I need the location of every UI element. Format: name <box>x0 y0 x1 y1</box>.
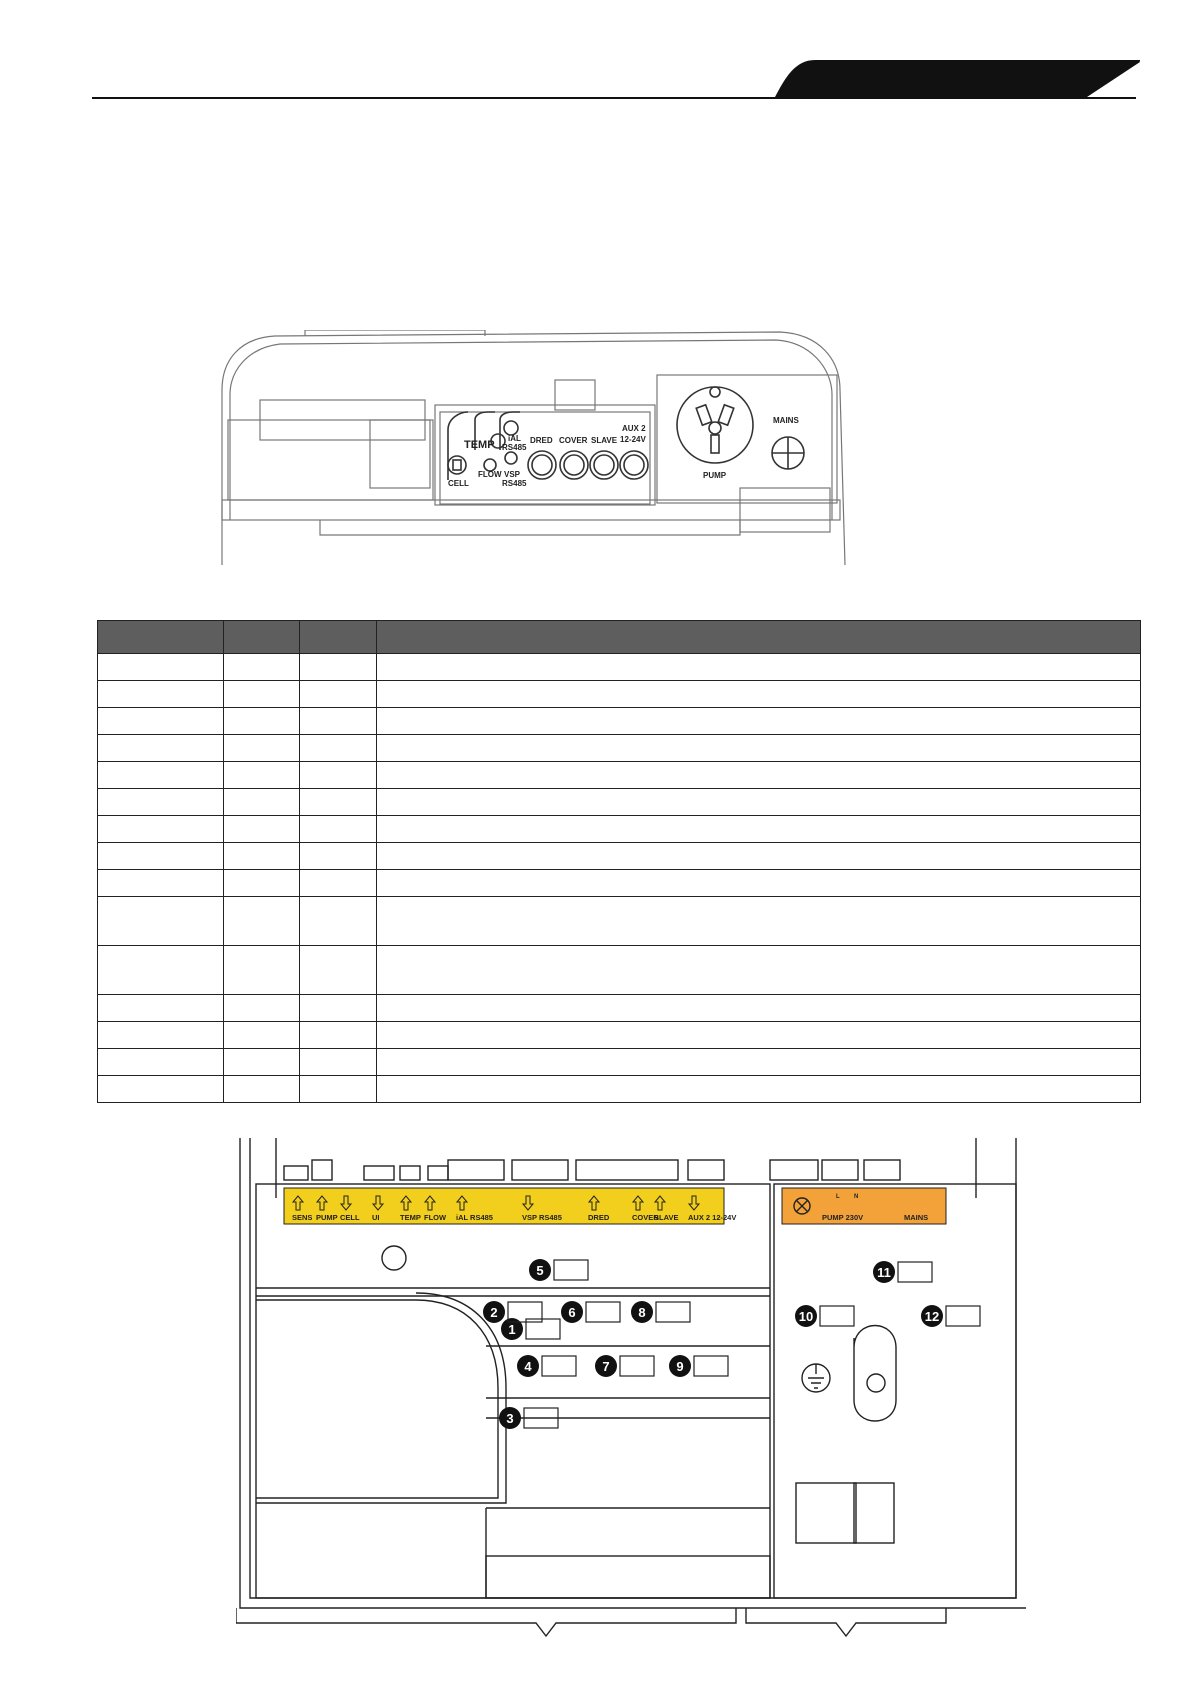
table-row <box>98 1022 1141 1049</box>
table-row <box>98 789 1141 816</box>
table-cell <box>377 946 1141 995</box>
table-cell <box>377 995 1141 1022</box>
table-cell <box>224 708 300 735</box>
table-cell <box>300 843 377 870</box>
fuse-number: 5 <box>536 1263 544 1278</box>
table-cell <box>224 946 300 995</box>
table-row <box>98 654 1141 681</box>
header-tab <box>775 60 1140 100</box>
fuse-number: 10 <box>798 1309 814 1324</box>
label-cell: CELL <box>448 479 469 488</box>
table-row <box>98 946 1141 995</box>
table-cell <box>377 870 1141 897</box>
connector-label: CELL <box>340 1213 360 1222</box>
table-row <box>98 870 1141 897</box>
label-cover: COVER <box>559 436 588 445</box>
fuse-holder <box>656 1302 690 1322</box>
table-row <box>98 681 1141 708</box>
table-cell <box>98 1076 224 1103</box>
table-cell <box>98 1049 224 1076</box>
label-n: N <box>854 1194 859 1200</box>
table-cell <box>377 843 1141 870</box>
connector-label: SENS <box>292 1213 313 1222</box>
table-cell <box>300 789 377 816</box>
connector-label: AUX 2 12-24V <box>688 1213 737 1222</box>
connector-label: FLOW <box>424 1213 447 1222</box>
fuse-holder <box>694 1356 728 1376</box>
table-cell <box>224 897 300 946</box>
table-header-row <box>98 621 1141 654</box>
table-cell <box>224 735 300 762</box>
table-cell <box>224 843 300 870</box>
fuse-number: 2 <box>490 1305 498 1320</box>
label-mains-strip: MAINS <box>904 1213 929 1222</box>
table-cell <box>98 681 224 708</box>
label-slave: SLAVE <box>591 436 618 445</box>
connector-label: VSP RS485 <box>522 1213 562 1222</box>
column-header <box>300 621 377 654</box>
fuse-number: 9 <box>676 1359 684 1374</box>
table-cell <box>98 870 224 897</box>
table-cell <box>377 1022 1141 1049</box>
fuse-number: 1 <box>508 1322 516 1337</box>
table-cell <box>300 995 377 1022</box>
column-header <box>377 621 1141 654</box>
table-cell <box>98 946 224 995</box>
table-cell <box>98 897 224 946</box>
fuse-number: 7 <box>602 1359 610 1374</box>
fuse-number: 3 <box>506 1411 514 1426</box>
connector-label: TEMP <box>400 1213 421 1222</box>
table-cell <box>300 1022 377 1049</box>
fuse-number: 11 <box>877 1265 891 1280</box>
table-cell <box>377 654 1141 681</box>
label-vsp-rs485: RS485 <box>502 479 527 488</box>
fuse-holder <box>620 1356 654 1376</box>
fuse-holder <box>898 1262 932 1282</box>
table-cell <box>377 1049 1141 1076</box>
column-header <box>98 621 224 654</box>
table-cell <box>300 735 377 762</box>
fuse-number: 4 <box>524 1359 532 1374</box>
table-cell <box>98 708 224 735</box>
label-flow: FLOW <box>478 470 502 479</box>
table-cell <box>98 654 224 681</box>
connector-label: SLAVE <box>654 1213 679 1222</box>
table-row <box>98 708 1141 735</box>
table-cell <box>377 897 1141 946</box>
table-cell <box>224 654 300 681</box>
connector-label: DRED <box>588 1213 610 1222</box>
table-cell <box>377 789 1141 816</box>
table-cell <box>224 681 300 708</box>
connector-label: UI <box>372 1213 380 1222</box>
table-cell <box>98 1022 224 1049</box>
fuse-number: 12 <box>924 1309 940 1324</box>
table-cell <box>98 735 224 762</box>
table-row <box>98 1049 1141 1076</box>
table-cell <box>224 816 300 843</box>
table-cell <box>377 1076 1141 1103</box>
table-cell <box>377 816 1141 843</box>
fuse-holder <box>946 1306 980 1326</box>
label-dred: DRED <box>530 436 553 445</box>
connector-label: iAL RS485 <box>456 1213 493 1222</box>
table-cell <box>224 1076 300 1103</box>
label-ial: iAL <box>508 434 521 443</box>
table-body <box>98 654 1141 1103</box>
table-row <box>98 762 1141 789</box>
table-cell <box>98 762 224 789</box>
table-cell <box>300 897 377 946</box>
table-row <box>98 735 1141 762</box>
fuse-holder <box>820 1306 854 1326</box>
table-cell <box>224 789 300 816</box>
controller-front-view-figure <box>220 330 910 566</box>
label-vsp: VSP <box>504 470 521 479</box>
table-cell <box>377 681 1141 708</box>
table-row <box>98 1076 1141 1103</box>
connector-label: PUMP <box>316 1213 338 1222</box>
table-cell <box>300 762 377 789</box>
table-cell <box>377 708 1141 735</box>
table-row <box>98 816 1141 843</box>
fuse-number: 8 <box>638 1305 646 1320</box>
table-cell <box>300 708 377 735</box>
fuse-holder <box>554 1260 588 1280</box>
connector-label: COVER <box>632 1213 659 1222</box>
table-cell <box>98 816 224 843</box>
label-ial-rs485: RS485 <box>502 443 527 452</box>
table-cell <box>98 789 224 816</box>
table-cell <box>98 843 224 870</box>
table-cell <box>224 1049 300 1076</box>
table-cell <box>377 762 1141 789</box>
table-cell <box>224 995 300 1022</box>
table-cell <box>224 870 300 897</box>
table-cell <box>224 762 300 789</box>
wiring-board-figure <box>236 1138 1026 1658</box>
spec-table <box>97 620 1141 1103</box>
table-cell <box>300 946 377 995</box>
fuse-holder <box>542 1356 576 1376</box>
label-mains: MAINS <box>773 416 799 425</box>
table-cell <box>98 995 224 1022</box>
table-cell <box>377 735 1141 762</box>
table-cell <box>300 681 377 708</box>
table-cell <box>300 870 377 897</box>
table-row <box>98 897 1141 946</box>
column-header <box>224 621 300 654</box>
fuse-holder <box>586 1302 620 1322</box>
table-row <box>98 995 1141 1022</box>
label-aux2: AUX 2 <box>622 424 646 433</box>
label-pump-230v: PUMP 230V <box>822 1213 864 1222</box>
table-cell <box>224 1022 300 1049</box>
table-cell <box>300 816 377 843</box>
label-temp: TEMP <box>464 439 495 451</box>
fuse-number: 6 <box>568 1305 576 1320</box>
label-aux2-voltage: 12-24V <box>620 435 646 444</box>
table-cell <box>300 654 377 681</box>
label-l: L <box>836 1194 840 1200</box>
table-cell <box>300 1076 377 1103</box>
table-cell <box>300 1049 377 1076</box>
label-pump: PUMP <box>703 471 727 480</box>
table-row <box>98 843 1141 870</box>
